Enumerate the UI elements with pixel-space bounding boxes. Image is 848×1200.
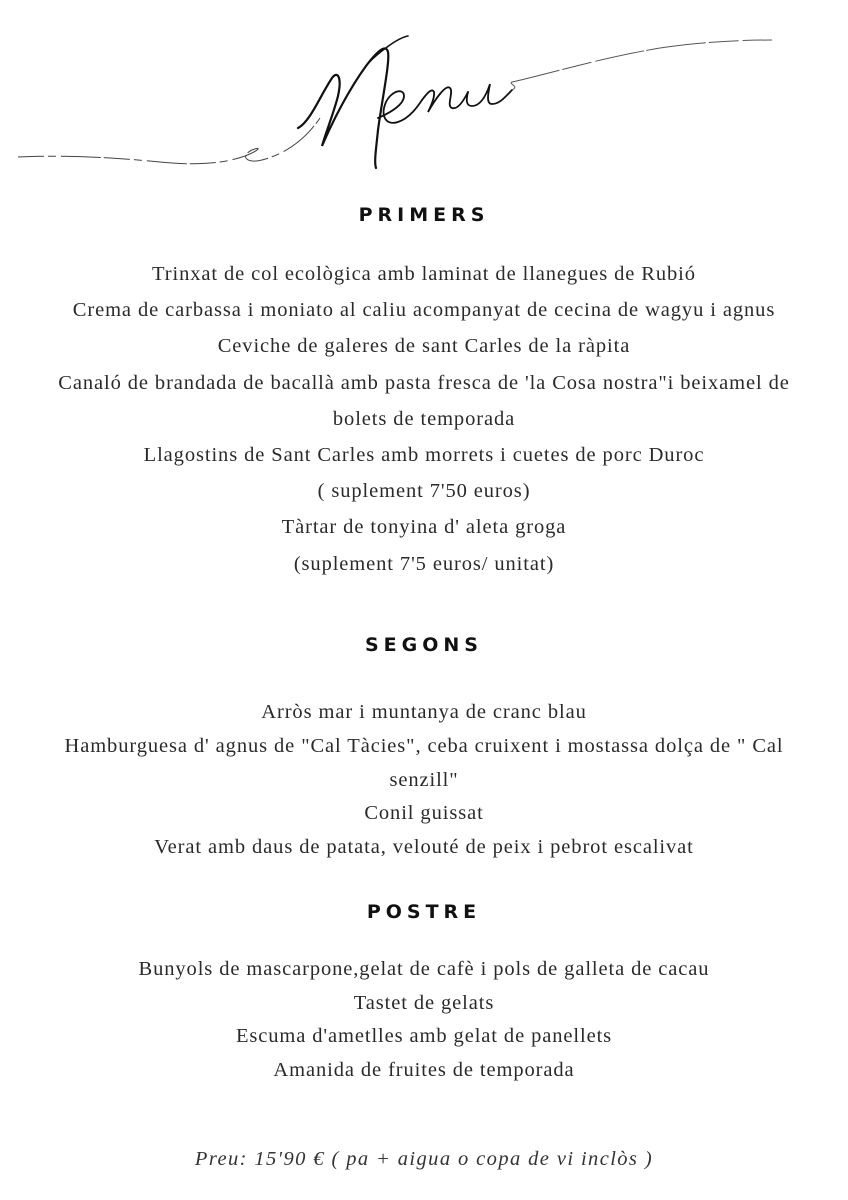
list-item: Verat amb daus de patata, velouté de peix i pebrot escalivat	[154, 836, 694, 859]
postre-list	[0, 953, 848, 1087]
section-title-segons: SEGONS	[365, 634, 483, 656]
list-item: Bunyols de mascarpone,gelat de cafè i pols de galleta de cacau	[138, 958, 710, 980]
list-item: Escuma d'ametlles amb gelat de panellets	[235, 1025, 613, 1047]
list-item: Crema de carbassa i moniato al caliu acompanyat de cecina de wagyu i agnus	[72, 299, 776, 322]
list-item: Llagostins de Sant Carles amb morrets i cuetes de porc Duroc	[143, 444, 705, 467]
list-item: Tastet de gelats	[353, 991, 495, 1014]
list-item: Conil guissat	[364, 802, 484, 825]
list-item: Canaló de brandada de bacallà amb pasta fresca de 'la Cosa nostra"i beixamel de	[58, 371, 790, 394]
list-item: Trinxat de col ecològica amb laminat de llanegues de Rubió	[152, 263, 696, 285]
list-item: ( suplement 7'50 euros)	[317, 480, 531, 503]
list-item: Amanida de fruites de temporada	[273, 1058, 575, 1081]
list-item: (suplement 7'5 euros/ unitat)	[293, 552, 555, 575]
primers-list	[0, 256, 848, 582]
list-item: bolets de temporada	[332, 407, 516, 430]
section-title-primers: PRIMERS	[358, 204, 490, 226]
list-item: Hamburguesa d' agnus de "Cal Tàcies", ceba cruixent i mostassa dolça de " Cal	[64, 734, 784, 757]
list-item: Arròs mar i muntanya de cranc blau	[261, 701, 587, 723]
section-title-postre: POSTRE	[366, 901, 482, 923]
list-item: senzill"	[389, 768, 459, 791]
list-item: Ceviche de galeres de sant Carles de la ràpita	[217, 335, 631, 358]
menu-script-title	[0, 0, 848, 190]
list-item: Tàrtar de tonyina d' aleta groga	[281, 516, 567, 539]
segons-list	[0, 696, 848, 865]
menu-header	[0, 0, 848, 190]
price-footer: Preu: 15'90 € ( pa + aigua o copa de vi inclòs )	[194, 1148, 654, 1170]
